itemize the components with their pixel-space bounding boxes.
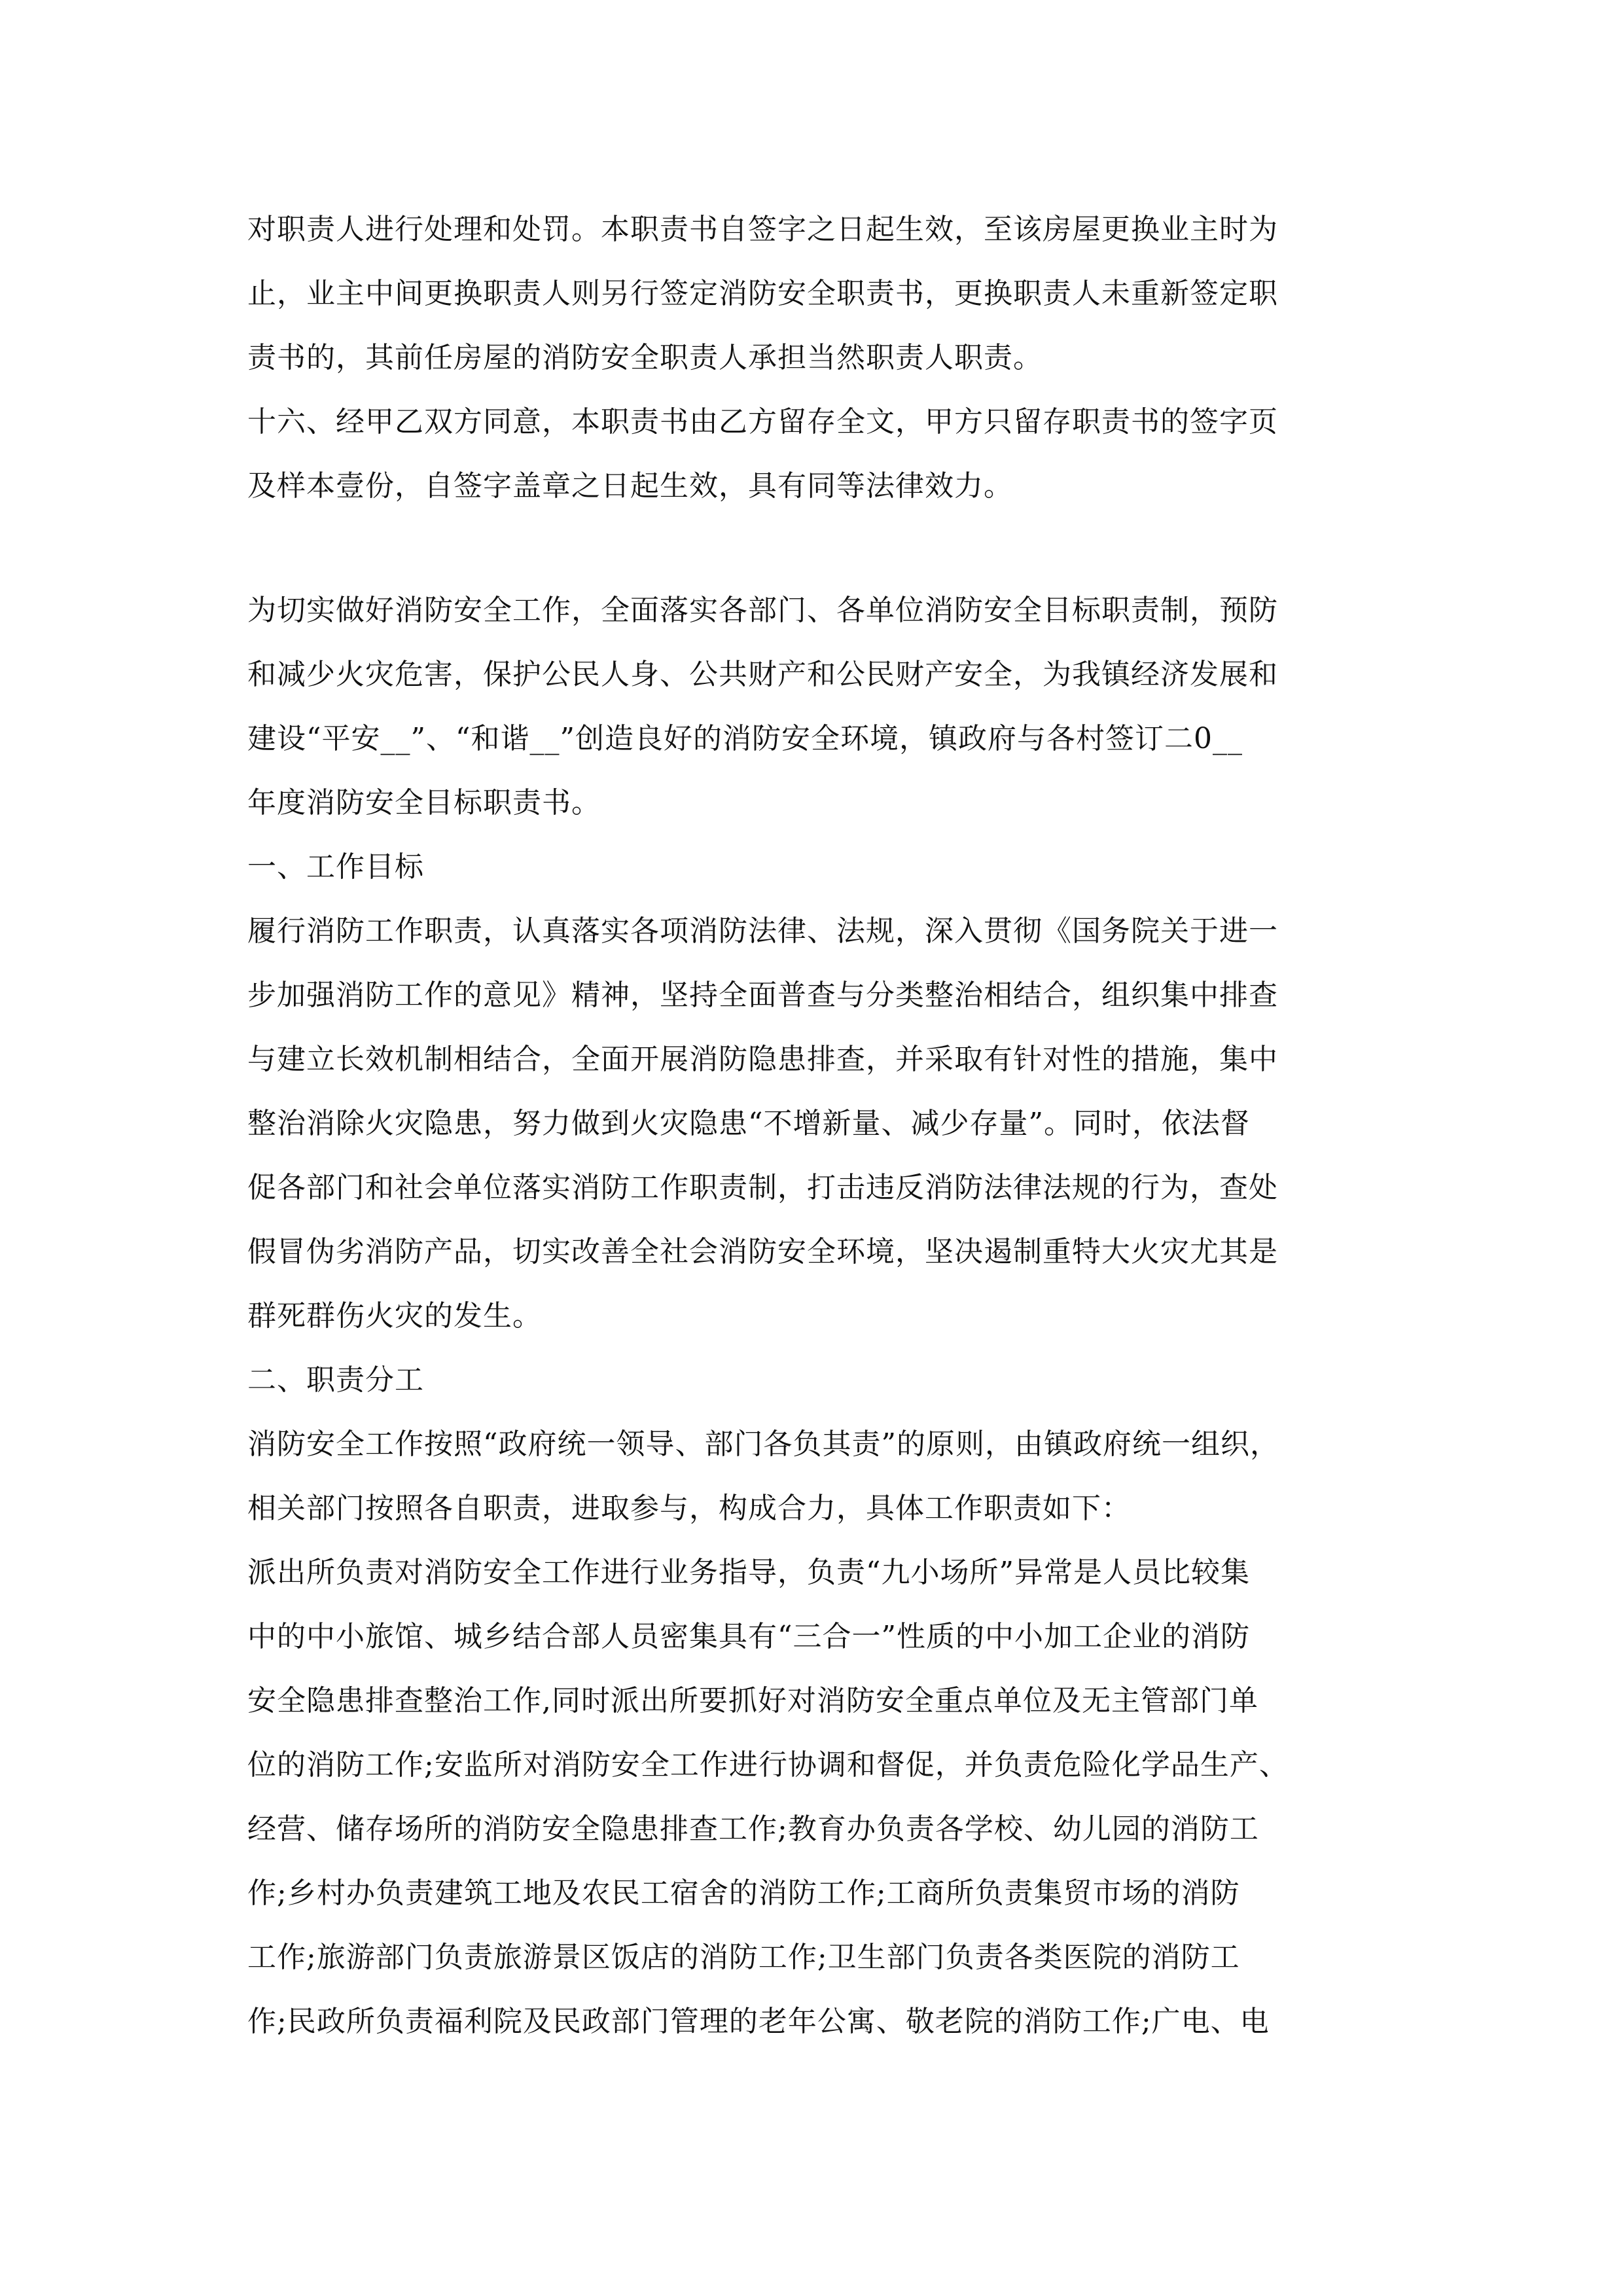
text-line: 安全隐患排查整治工作,同时派出所要抓好对消防安全重点单位及无主管部门单 [247,1684,1258,1717]
text-line: 整治消除火灾隐患，努力做到火灾隐患“不增新量、减少存量”。同时，依法督 [247,1107,1250,1140]
text-line: 中的中小旅馆、城乡结合部人员密集具有“三合一”性质的中小加工企业的消防 [247,1620,1250,1653]
text-line: 位的消防工作;安监所对消防安全工作进行协调和督促，并负责危险化学品生产、 [247,1748,1289,1782]
text-line: 对职责人进行处理和处罚。本职责书自签字之日起生效，至该房屋更换业主时为 [247,213,1278,246]
text-line: 促各部门和社会单位落实消防工作职责制，打击违反消防法律法规的行为，查处 [247,1171,1278,1204]
text-line: 建设“平安__”、“和谐__”创造良好的消防安全环境，镇政府与各村签订二0__ [247,722,1243,755]
text-line: 及样本壹份，自签字盖章之日起生效，具有同等法律效力。 [247,469,1013,503]
text-line: 与建立长效机制相结合，全面开展消防隐患排查，并采取有针对性的措施，集中 [247,1043,1278,1076]
section-heading: 二、职责分工 [247,1363,424,1397]
text-line: 十六、经甲乙双方同意，本职责书由乙方留存全文，甲方只留存职责书的签字页 [247,405,1278,439]
text-line: 为切实做好消防安全工作，全面落实各部门、各单位消防安全目标职责制，预防 [247,594,1278,627]
text-line: 假冒伪劣消防产品，切实改善全社会消防安全环境，坚决遏制重特大火灾尤其是 [247,1235,1278,1268]
text-line: 步加强消防工作的意见》精神，坚持全面普查与分类整治相结合，组织集中排查 [247,978,1278,1012]
text-line: 相关部门按照各自职责，进取参与，构成合力，具体工作职责如下： [247,1492,1131,1525]
text-line: 经营、储存场所的消防安全隐患排查工作;教育办负责各学校、幼儿园的消防工 [247,1812,1259,1846]
text-line: 责书的，其前任房屋的消防安全职责人承担当然职责人职责。 [247,341,1043,374]
text-line: 止，业主中间更换职责人则另行签定消防安全职责书，更换职责人未重新签定职 [247,277,1278,310]
text-line: 年度消防安全目标职责书。 [247,786,601,819]
text-line: 派出所负责对消防安全工作进行业务指导，负责“九小场所”异常是人员比较集 [247,1556,1250,1589]
text-line: 消防安全工作按照“政府统一领导、部门各负其责”的原则，由镇政府统一组织， [247,1427,1279,1461]
text-line: 作;乡村办负责建筑工地及农民工宿舍的消防工作;工商所负责集贸市场的消防 [247,1876,1240,1910]
text-line: 履行消防工作职责，认真落实各项消防法律、法规，深入贯彻《国务院关于进一 [247,914,1278,948]
text-line: 和减少火灾危害，保护公民人身、公共财产和公民财产安全，为我镇经济发展和 [247,658,1278,691]
text-line: 工作;旅游部门负责旅游景区饭店的消防工作;卫生部门负责各类医院的消防工 [247,1941,1240,1974]
section-heading: 一、工作目标 [247,850,424,884]
text-line: 群死群伤火灾的发生。 [247,1299,542,1333]
text-line: 作;民政所负责福利院及民政部门管理的老年公寓、敬老院的消防工作;广电、电 [247,2005,1270,2038]
